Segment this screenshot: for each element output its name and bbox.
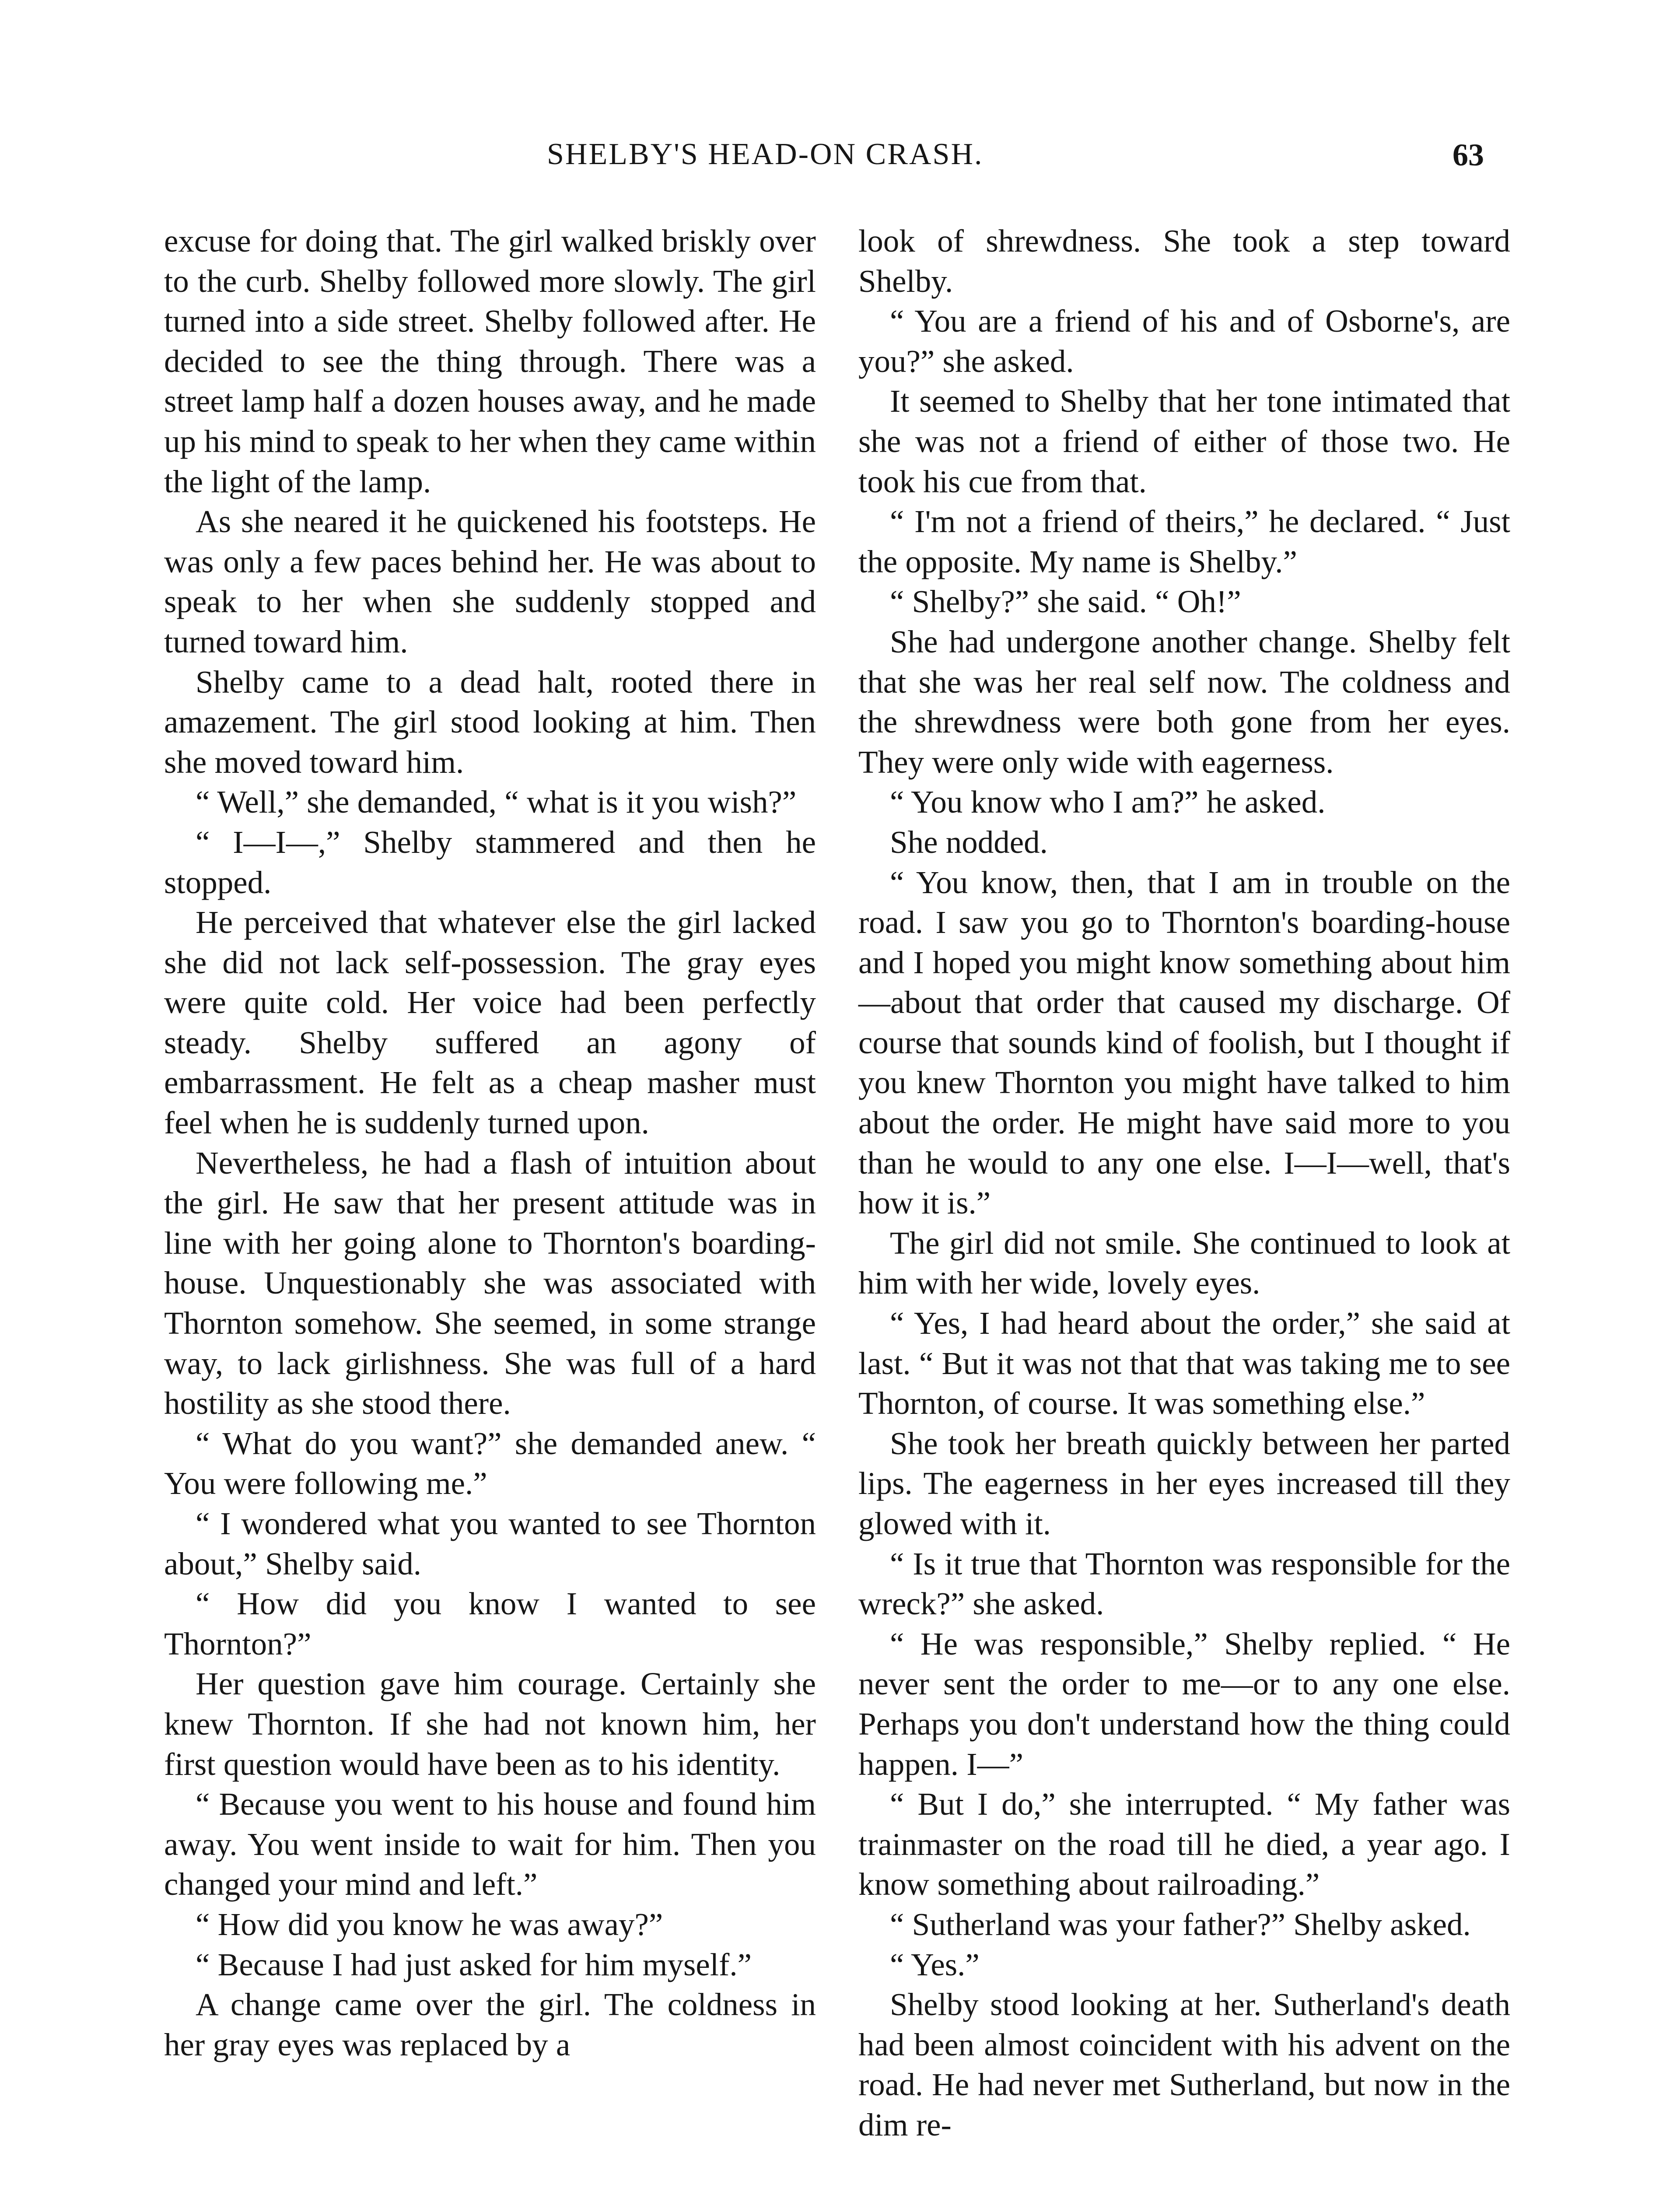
paragraph: It seemed to Shelby that her tone intimated that she was not a friend of either of those two. He took his cue from that. bbox=[858, 383, 1510, 499]
paragraph: “ Yes, I had heard about the order,” she said at last. “ But it was not that that was taking me to see Thornton, of course. It was something else.” bbox=[858, 1305, 1510, 1421]
paragraph: “ You know who I am?” he asked. bbox=[890, 784, 1326, 820]
paragraph: She nodded. bbox=[890, 824, 1048, 860]
paragraph: “ But I do,” she interrupted. “ My father was trainmaster on the road till he died, a year ago. I know something about railroading.” bbox=[858, 1786, 1510, 1902]
paragraph: Shelby stood looking at her. Sutherland's death had been almost coincident with his advent on the road. He had never met Sutherland, but now in the dim re- bbox=[858, 1987, 1510, 2142]
paragraph: A change came over the girl. The coldness in her gray eyes was replaced by a bbox=[164, 1987, 816, 2062]
paragraph: “ How did you know I wanted to see Thornton?” bbox=[164, 1586, 816, 1662]
paragraph: “ I wondered what you wanted to see Thornton about,” Shelby said. bbox=[164, 1506, 816, 1581]
paragraph: “ What do you want?” she demanded anew. “ You were following me.” bbox=[164, 1425, 816, 1501]
paragraph: “ Sutherland was your father?” Shelby asked. bbox=[890, 1906, 1471, 1942]
paragraph: “ I'm not a friend of theirs,” he declared. “ Just the opposite. My name is Shelby.” bbox=[858, 504, 1510, 579]
paragraph: Her question gave him courage. Certainly she knew Thornton. If she had not known him, her first question would have been as to his identity. bbox=[164, 1666, 816, 1782]
paragraph: “ Is it true that Thornton was responsible for the wreck?” she asked. bbox=[858, 1546, 1510, 1622]
paragraph: look of shrewdness. She took a step toward Shelby. bbox=[858, 223, 1510, 299]
paragraph: “ Well,” she demanded, “ what is it you wish?” bbox=[196, 784, 797, 820]
paragraph: “ How did you know he was away?” bbox=[196, 1906, 663, 1942]
paragraph: “ Yes.” bbox=[890, 1946, 980, 1982]
paragraph: “ Because I had just asked for him myself.” bbox=[196, 1946, 752, 1982]
page-number: 63 bbox=[1452, 137, 1484, 172]
paragraph: “ Shelby?” she said. “ Oh!” bbox=[890, 584, 1241, 620]
paragraph: She took her breath quickly between her parted lips. The eagerness in her eyes increased till they glowed with it. bbox=[858, 1425, 1510, 1541]
paragraph: The girl did not smile. She continued to look at him with her wide, lovely eyes. bbox=[858, 1225, 1510, 1301]
paragraph: Shelby came to a dead halt, rooted there in amazement. The girl stood looking at him. Then she moved toward him. bbox=[164, 664, 816, 780]
paragraph: Nevertheless, he had a flash of intuition about the girl. He saw that her present attitude was in line with her going alone to Thornton's boarding-house. Unquestionably she was associated with Thornton somehow. She seemed, in some strange way, to lack girlishness. She was full of a hard hostility as she stood there. bbox=[164, 1145, 816, 1421]
left-column bbox=[164, 221, 816, 2065]
paragraph: As she neared it he quickened his footsteps. He was only a few paces behind her. He was about to speak to her when she suddenly stopped and turned toward him. bbox=[164, 504, 816, 659]
paragraph: excuse for doing that. The girl walked briskly over to the curb. Shelby followed more slowly. The girl turned into a side street. Shelby followed after. He decided to see the thing through. There was a street lamp half a dozen houses away, and he made up his mind to speak to her when they came within the light of the lamp. bbox=[164, 223, 816, 499]
paragraph: “ You are a friend of his and of Osborne's, are you?” she asked. bbox=[858, 303, 1510, 379]
paragraph: “ He was responsible,” Shelby replied. “ He never sent the order to me—or to any one else. Perhaps you don't understand how the thing could happen. I—” bbox=[858, 1626, 1510, 1782]
running-title: SHELBY'S HEAD-ON CRASH. bbox=[547, 137, 984, 171]
paragraph: She had undergone another change. Shelby felt that she was her real self now. The coldness and the shrewdness were both gone from her eyes. They were only wide with eagerness. bbox=[858, 624, 1510, 780]
paragraph: “ Because you went to his house and found him away. You went inside to wait for him. Then you changed your mind and left.” bbox=[164, 1786, 816, 1902]
paragraph: “ I—I—,” Shelby stammered and then he stopped. bbox=[164, 824, 816, 900]
right-column bbox=[858, 221, 1510, 2145]
paragraph: He perceived that whatever else the girl lacked she did not lack self-possession. The gray eyes were quite cold. Her voice had been perfectly steady. Shelby suffered an agony of embarrassment. He felt as a cheap masher must feel when he is suddenly turned upon. bbox=[164, 905, 816, 1141]
paragraph: “ You know, then, that I am in trouble on the road. I saw you go to Thornton's boarding-house and I hoped you might know something about him—about that order that caused my discharge. Of course that sounds kind of foolish, but I thought if you knew Thornton you might have talked to him about the order. He might have said more to you than he would to any one else. I—I—well, that's how it is.” bbox=[858, 864, 1510, 1221]
